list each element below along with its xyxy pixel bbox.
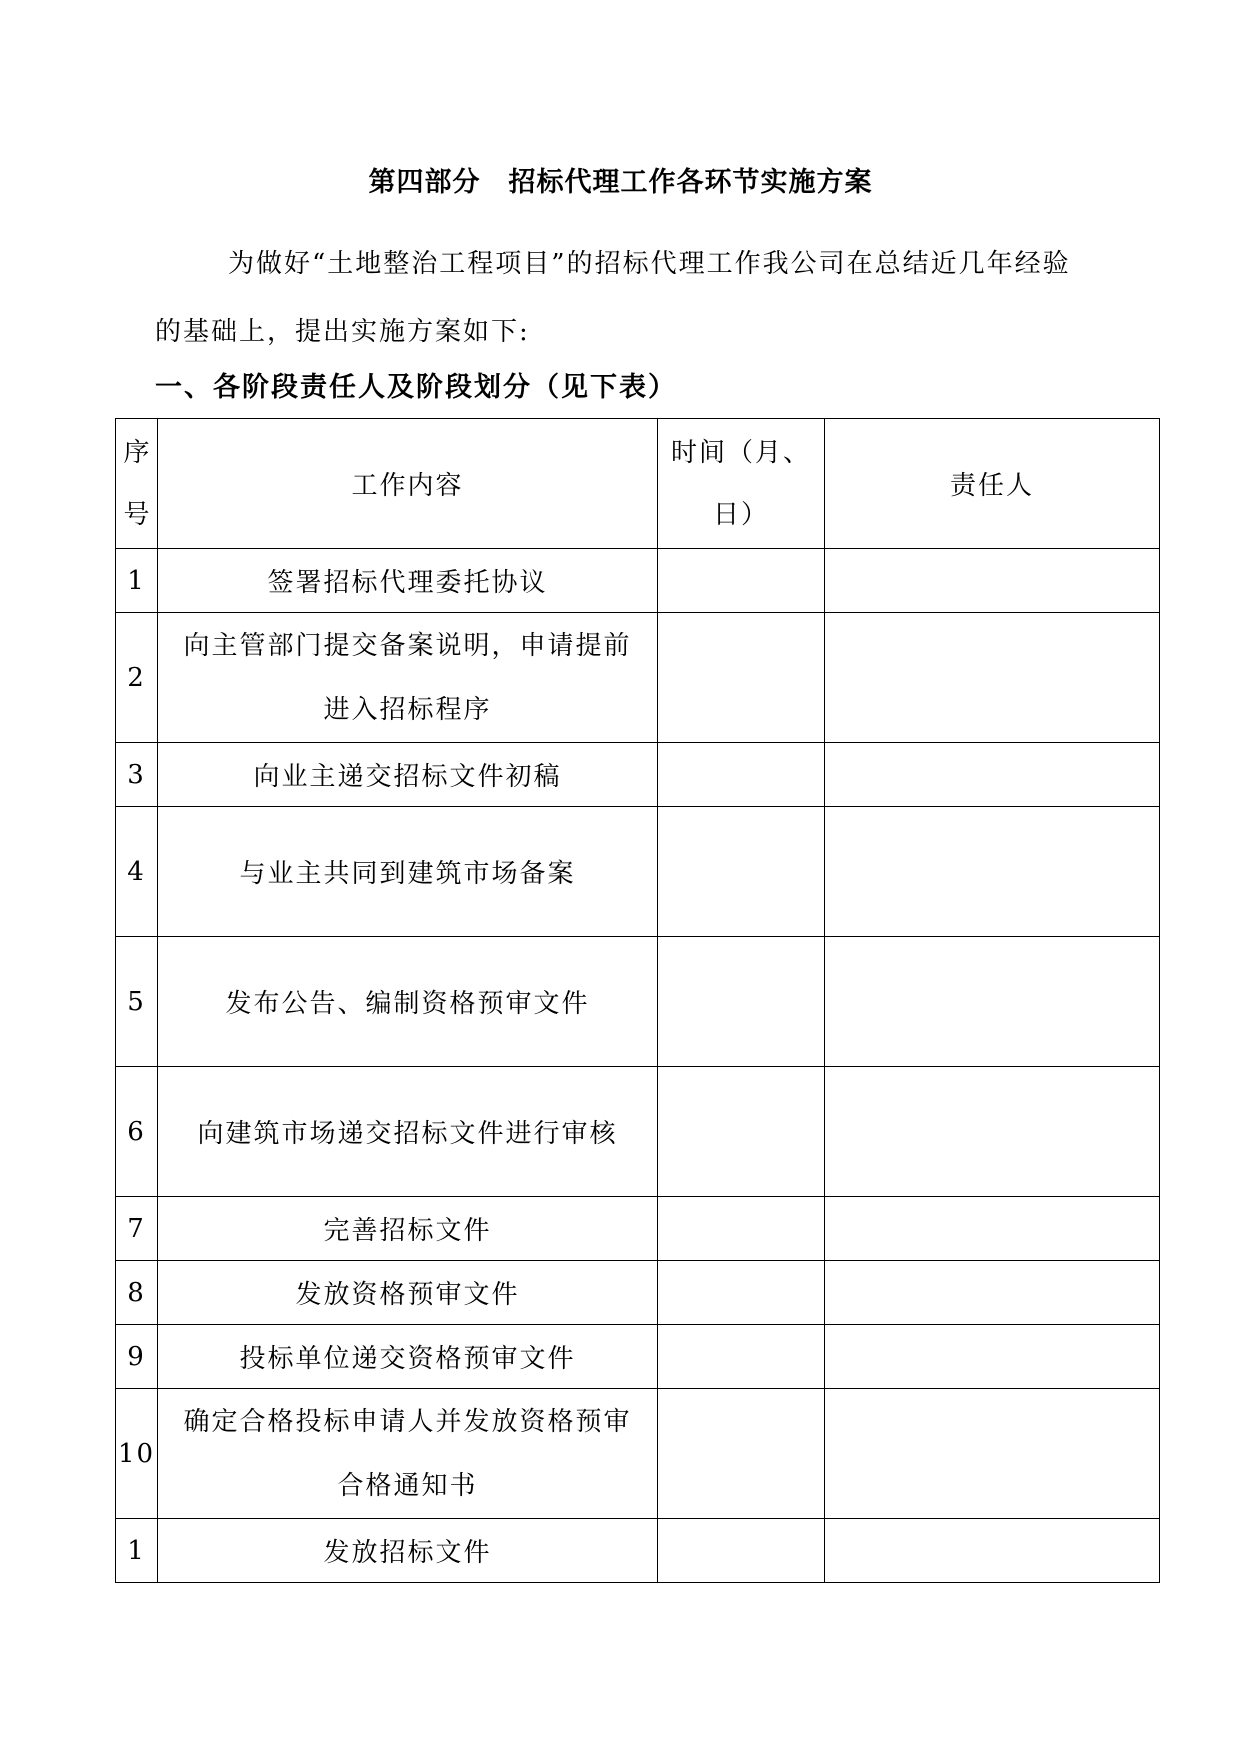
row-seq: 4	[116, 807, 158, 937]
intro-line-1: 为做好“土地整治工程项目”的招标代理工作我公司在总结近几年经验	[228, 249, 1071, 279]
table-row	[116, 807, 1160, 937]
row-seq: 10	[116, 1389, 158, 1519]
section-heading: 一、各阶段责任人及阶段划分（见下表）	[155, 372, 677, 403]
row-owner[interactable]	[825, 1519, 1160, 1583]
header-content: 工作内容	[158, 419, 658, 549]
header-owner: 责任人	[825, 419, 1160, 549]
row-content: 发布公告、编制资格预审文件	[158, 937, 658, 1067]
table-row	[116, 1519, 1160, 1583]
table-header-row	[116, 419, 1160, 549]
row-content: 发放资格预审文件	[158, 1261, 658, 1325]
page-title: 第四部分 招标代理工作各环节实施方案	[368, 167, 873, 198]
row-owner[interactable]	[825, 1325, 1160, 1389]
header-seq: 序号	[116, 419, 158, 549]
table-row	[116, 549, 1160, 613]
row-time[interactable]	[658, 613, 825, 743]
row-time[interactable]	[658, 937, 825, 1067]
row-content: 向主管部门提交备案说明，申请提前进入招标程序	[158, 613, 658, 743]
row-content: 投标单位递交资格预审文件	[158, 1325, 658, 1389]
row-owner[interactable]	[825, 549, 1160, 613]
row-content: 向建筑市场递交招标文件进行审核	[158, 1067, 658, 1197]
row-content: 确定合格投标申请人并发放资格预审合格通知书	[158, 1389, 658, 1519]
table-row	[116, 1067, 1160, 1197]
row-owner[interactable]	[825, 1261, 1160, 1325]
row-seq: 5	[116, 937, 158, 1067]
row-content: 向业主递交招标文件初稿	[158, 743, 658, 807]
row-owner[interactable]	[825, 807, 1160, 937]
row-seq: 1	[116, 1519, 158, 1583]
row-seq: 2	[116, 613, 158, 743]
row-time[interactable]	[658, 807, 825, 937]
row-time[interactable]	[658, 549, 825, 613]
row-time[interactable]	[658, 1067, 825, 1197]
header-time: 时间（月、日）	[658, 419, 825, 549]
intro-paragraph	[155, 230, 1105, 366]
row-owner[interactable]	[825, 937, 1160, 1067]
row-seq: 9	[116, 1325, 158, 1389]
table-row	[116, 613, 1160, 743]
row-owner[interactable]	[825, 613, 1160, 743]
row-time[interactable]	[658, 743, 825, 807]
row-seq: 3	[116, 743, 158, 807]
row-time[interactable]	[658, 1389, 825, 1519]
row-seq: 8	[116, 1261, 158, 1325]
table-row	[116, 743, 1160, 807]
row-content: 完善招标文件	[158, 1197, 658, 1261]
row-owner[interactable]	[825, 1389, 1160, 1519]
intro-line-2: 的基础上，提出实施方案如下:	[155, 317, 530, 347]
row-content: 签署招标代理委托协议	[158, 549, 658, 613]
row-content: 与业主共同到建筑市场备案	[158, 807, 658, 937]
stage-plan-table	[115, 418, 1160, 1583]
row-seq: 6	[116, 1067, 158, 1197]
row-seq: 7	[116, 1197, 158, 1261]
row-seq: 1	[116, 549, 158, 613]
row-time[interactable]	[658, 1197, 825, 1261]
row-owner[interactable]	[825, 1067, 1160, 1197]
table-row	[116, 937, 1160, 1067]
row-time[interactable]	[658, 1325, 825, 1389]
table-row	[116, 1325, 1160, 1389]
row-content: 发放招标文件	[158, 1519, 658, 1583]
row-owner[interactable]	[825, 743, 1160, 807]
table-row	[116, 1389, 1160, 1519]
row-owner[interactable]	[825, 1197, 1160, 1261]
table-row	[116, 1197, 1160, 1261]
table-row	[116, 1261, 1160, 1325]
row-time[interactable]	[658, 1519, 825, 1583]
row-time[interactable]	[658, 1261, 825, 1325]
